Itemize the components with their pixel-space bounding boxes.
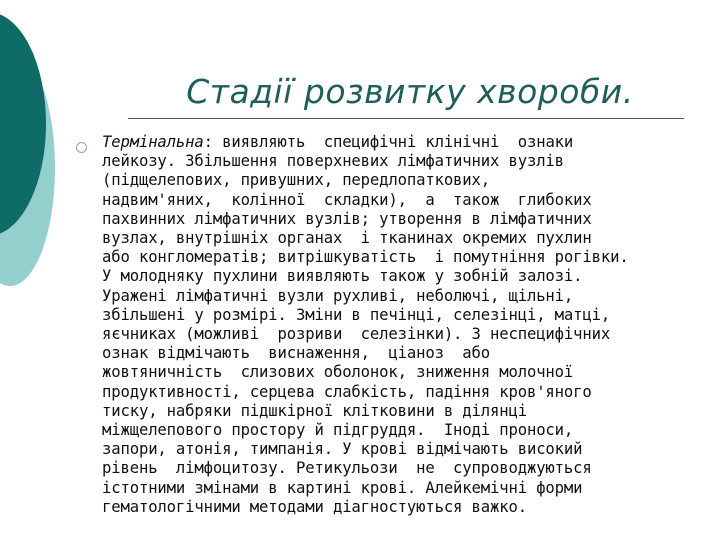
body-line: ознак відмічають виснаження, ціаноз або — [102, 344, 491, 363]
slide-body-text — [102, 133, 714, 517]
body-line: рівень лімфоцитозу. Ретикульози не супроводжуються — [102, 459, 592, 478]
body-line: або конгломератів; витрішкуватість і помутніння рогівки. — [102, 248, 629, 267]
slide-title: Стадії розвитку хвороби. — [186, 72, 634, 111]
body-line: гематологічними методами діагностуються важко. — [102, 497, 527, 516]
body-line: запори, атонія, тимпанія. У крові відмічають високий — [102, 440, 583, 459]
body-line: надвим'яних, колінної складки), а також глибоких — [102, 190, 592, 209]
body-line: істотними змінами в картині крові. Алейкемічні форми — [102, 478, 583, 497]
body-line: лейкозу. Збільшення поверхневих лімфатичних вузлів — [102, 152, 564, 171]
body-line: (підщелепових, привушних, передлопаткових, — [102, 171, 491, 190]
body-line — [102, 133, 714, 152]
body-line: яєчниках (можливі розриви селезінки). З неспецифічних — [102, 325, 611, 344]
body-line: Уражені лімфатичні вузли рухливі, неболючі, щільні, — [102, 286, 574, 305]
body-line: міжщелепового простору й підгруддя. Іноді проноси, — [102, 421, 574, 440]
body-line: У молодняку пухлини виявляють також у зобній залозі. — [102, 267, 583, 286]
body-line: продуктивності, серцева слабкість, падіння кров'яного — [102, 382, 592, 401]
body-line-text: : виявляють специфічні клінічні ознаки — [203, 133, 574, 151]
body-line: пахвинних лімфатичних вузлів; утворення в лімфатичних — [102, 209, 592, 228]
bullet-circle-icon — [76, 142, 87, 153]
body-line: збільшені у розмірі. Зміни в печінці, селезінці, матці, — [102, 305, 611, 324]
body-line: тиску, набряки підшкірної клітковини в ділянці — [102, 401, 527, 420]
title-divider — [128, 118, 684, 119]
body-line: жовтяничність слизових оболонок, зниження молочної — [102, 363, 574, 382]
body-line: вузлах, внутрішніх органах і тканинах окремих пухлин — [102, 229, 592, 248]
term-label: Термінальна — [102, 133, 204, 151]
